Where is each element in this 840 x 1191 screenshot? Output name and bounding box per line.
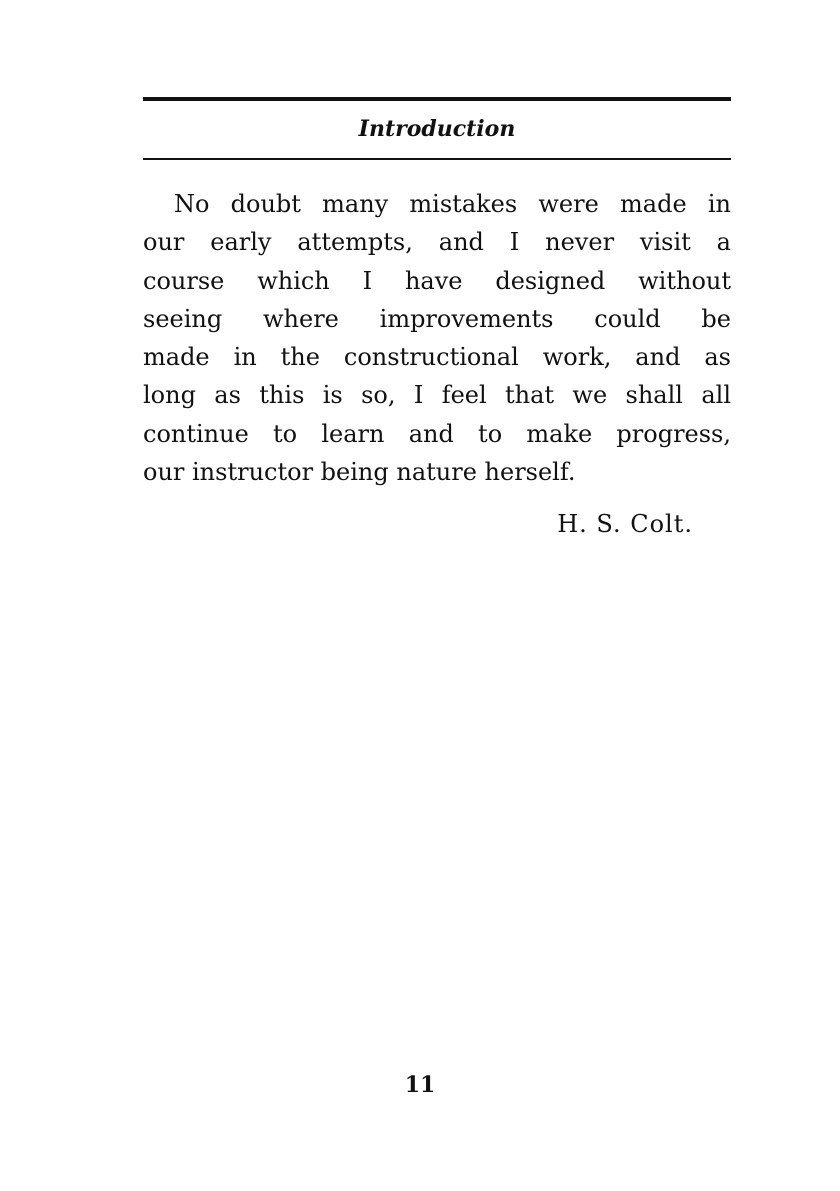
text-line: our instructor being nature herself.: [143, 458, 576, 487]
text-line: continue to learn and to make progress,: [143, 419, 731, 448]
body-paragraph: [143, 185, 731, 491]
text-line: made in the constructional work, and as: [143, 343, 731, 372]
author-signature: H. S. Colt.: [557, 510, 693, 538]
running-head-title: Introduction: [358, 116, 516, 142]
text-line: seeing where improvements could be: [143, 304, 731, 333]
text-line: No doubt many mistakes were made in: [174, 190, 731, 218]
header-rule-thick: [143, 97, 731, 101]
page-number: 11: [404, 1072, 436, 1098]
text-line: our early attempts, and I never visit a: [143, 228, 731, 257]
header-rule-thin: [143, 158, 731, 160]
text-line: long as this is so, I feel that we shall all: [143, 381, 731, 410]
text-line: course which I have designed without: [143, 266, 731, 295]
